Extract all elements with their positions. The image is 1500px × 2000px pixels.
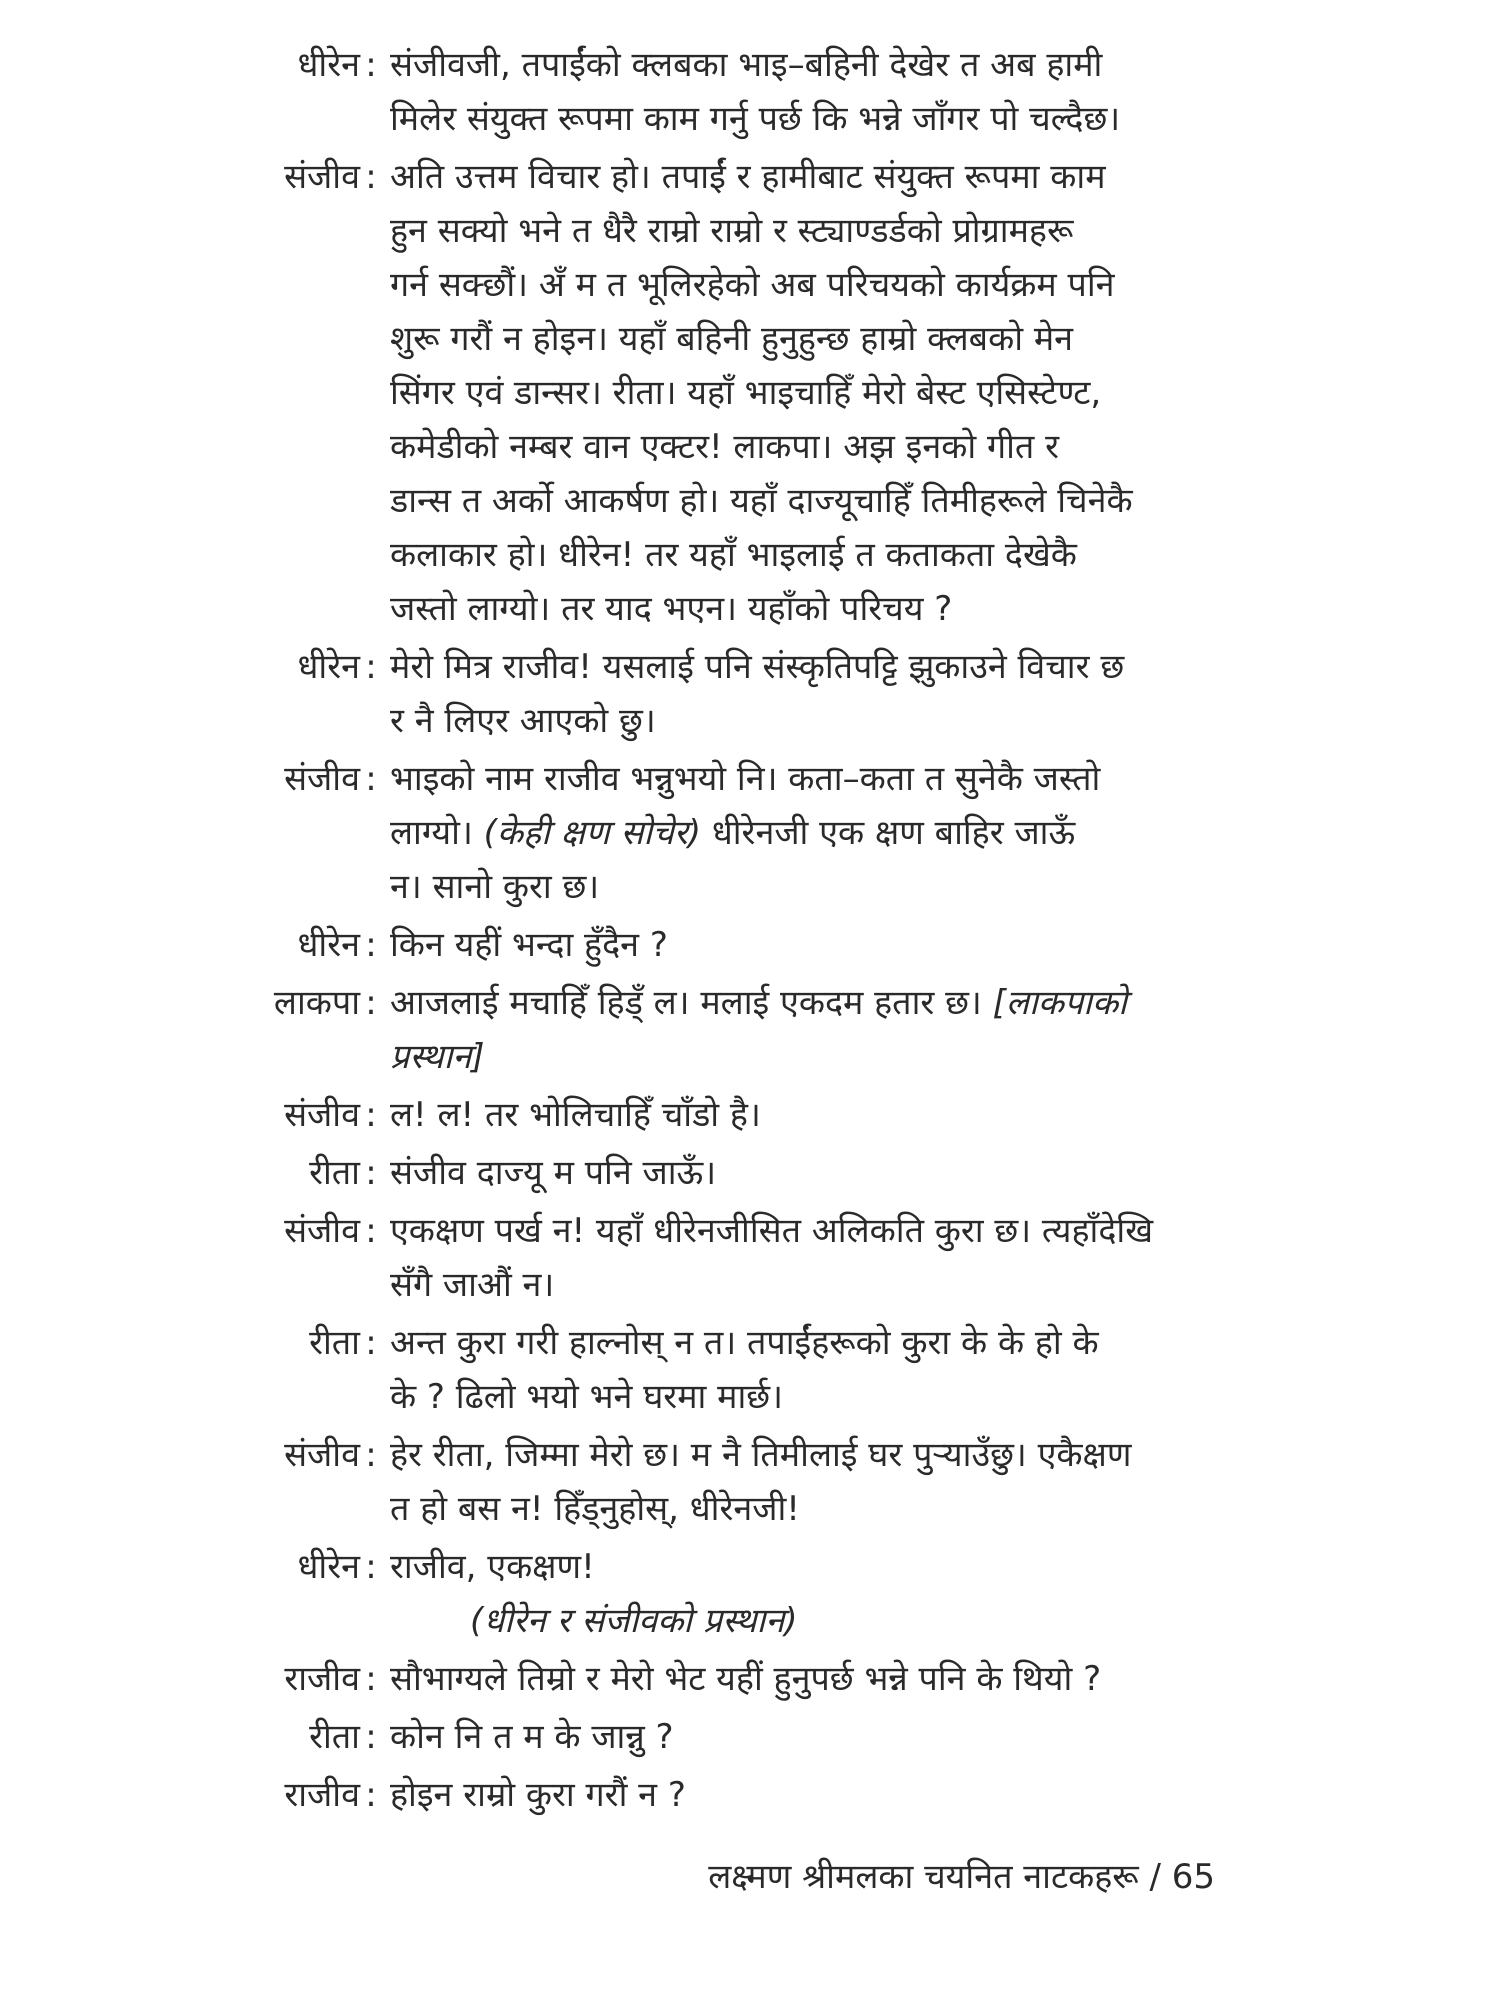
dialogue-text: अन्त कुरा गरी हाल्नोस् न त। तपाईंहरूको कुरा के के हो के (390, 1323, 1099, 1363)
dialogue-text: एकक्षण पर्ख न! यहाँ धीरेनजीसित अलिकति कुरा छ। त्यहाँदेखि (390, 1211, 1154, 1251)
dialogue-line (0, 1088, 1500, 1142)
speaker-name: लाकपा (273, 983, 360, 1023)
speaker-colon: : (365, 647, 377, 687)
dialogue-text: मिलेर संयुक्त रूपमा काम गर्नु पर्छ कि भन्ने जाँगर पो चल्दैछ। (390, 99, 1121, 139)
stage-direction: [लाकपाको (992, 983, 1127, 1023)
dialogue-text: संजीवजी, तपाईंको क्लबका भाइ–बहिनी देखेर त अब हामी (390, 45, 1103, 85)
speaker-colon: : (365, 1547, 377, 1587)
speaker-name: संजीव (284, 157, 360, 197)
speaker-colon: : (365, 45, 377, 85)
dialogue-line (0, 366, 1500, 420)
dialogue-line (0, 474, 1500, 528)
speaker-name: राजीव (284, 1659, 360, 1699)
dialogue-text: डान्स त अर्को आकर्षण हो। यहाँ दाज्यूचाहिँ तिमीहरूले चिनेकै (390, 481, 1133, 521)
dialogue-text: सौभाग्यले तिम्रो र मेरो भेट यहीं हुनुपर्छ भन्ने पनि के थियो ? (390, 1659, 1102, 1699)
dialogue-text: होइन राम्रो कुरा गरौं न ? (390, 1775, 686, 1815)
speaker-colon: : (365, 925, 377, 965)
dialogue-text: कमेडीको नम्बर वान एक्टर! लाकपा। अझ इनको गीत र (390, 427, 1060, 467)
speaker-name: रीता (309, 1323, 360, 1363)
dialogue-fragment: आजलाई मचाहिँ हिड्ँ ल। मलाई एकदम हतार छ। (390, 983, 982, 1023)
speaker-colon: : (365, 1659, 377, 1699)
dialogue-text: त हो बस न! हिँड्नुहोस्, धीरेनजी! (390, 1489, 800, 1529)
speaker-colon: : (365, 157, 377, 197)
dialogue-text: कलाकार हो। धीरेन! तर यहाँ भाइलाई त कताकता देखेकै (390, 535, 1077, 575)
dialogue-text: जस्तो लाग्यो। तर याद भएन। यहाँको परिचय ? (390, 589, 953, 629)
dialogue-line (0, 312, 1500, 366)
dialogue-line (0, 694, 1500, 748)
dialogue-line (0, 1540, 1500, 1594)
dialogue-text: राजीव, एकक्षण! (390, 1547, 595, 1587)
stage-direction: प्रस्थान] (390, 1037, 485, 1077)
speaker-name: संजीव (284, 1435, 360, 1475)
dialogue-line (0, 1030, 1500, 1084)
dialogue-line (0, 1258, 1500, 1312)
dialogue-text: र नै लिएर आएको छु। (390, 701, 656, 741)
speaker-colon: : (365, 1775, 377, 1815)
dialogue-text: न। सानो कुरा छ। (390, 867, 600, 907)
dialogue-line (0, 204, 1500, 258)
dialogue-line (0, 420, 1500, 474)
stage-direction: (केही क्षण सोचेर) (483, 813, 702, 853)
dialogue-text: हुन सक्यो भने त धैरै राम्रो राम्रो र स्ट्याण्डर्डको प्रोग्रामहरू (390, 211, 1074, 251)
speaker-name: राजीव (284, 1775, 360, 1815)
speaker-name: संजीव (284, 759, 360, 799)
dialogue-fragment: लाग्यो। (390, 813, 473, 853)
dialogue-text: मेरो मित्र राजीव! यसलाई पनि संस्कृतिपट्टि झुकाउने विचार छ (390, 647, 1125, 687)
speaker-colon: : (365, 1435, 377, 1475)
page-footer: लक्ष्मण श्रीमलका चयनित नाटकहरू / 65 (708, 1857, 1215, 1897)
dialogue-line (0, 640, 1500, 694)
speaker-name: धीरेन (297, 925, 360, 965)
dialogue-text: अति उत्तम विचार हो। तपाईं र हामीबाट संयुक्त रूपमा काम (390, 157, 1106, 197)
dialogue-text: भाइको नाम राजीव भन्नुभयो नि। कता–कता त सुनेकै जस्तो (390, 759, 1101, 799)
stage-direction-line (0, 1594, 1500, 1648)
speaker-name: रीता (309, 1717, 360, 1757)
dialogue-line (0, 1428, 1500, 1482)
dialogue-text (390, 976, 1212, 1030)
speaker-name: संजीव (284, 1211, 360, 1251)
dialogue-line (0, 1768, 1500, 1822)
dialogue-line (0, 976, 1500, 1030)
speaker-name: रीता (309, 1153, 360, 1193)
dialogue-text: गर्न सक्छौं। अँ म त भूलिरहेको अब परिचयको कार्यक्रम पनि (390, 265, 1115, 305)
speaker-colon: : (365, 1211, 377, 1251)
dialogue-line (0, 1482, 1500, 1536)
dialogue-line (0, 1146, 1500, 1200)
speaker-colon: : (365, 1153, 377, 1193)
dialogue-line (0, 150, 1500, 204)
dialogue-text (390, 806, 1212, 860)
speaker-colon: : (365, 1095, 377, 1135)
dialogue-text: सिंगर एवं डान्सर। रीता। यहाँ भाइचाहिँ मेरो बेस्ट एसिस्टेण्ट, (390, 373, 1102, 413)
dialogue-line (0, 806, 1500, 860)
dialogue-line (0, 860, 1500, 914)
speaker-colon: : (365, 759, 377, 799)
dialogue-text: संजीव दाज्यू म पनि जाऊँ। (390, 1153, 717, 1193)
dialogue-line (0, 1370, 1500, 1424)
dialogue-line (0, 1204, 1500, 1258)
dialogue-line (0, 38, 1500, 92)
speaker-colon: : (365, 1717, 377, 1757)
dialogue-line (0, 918, 1500, 972)
dialogue-line (0, 752, 1500, 806)
dialogue-line (0, 258, 1500, 312)
stage-direction: (धीरेन र संजीवको प्रस्थान) (470, 1601, 798, 1641)
dialogue-line (0, 1652, 1500, 1706)
dialogue-text: ल! ल! तर भोलिचाहिँ चाँडो है। (390, 1095, 761, 1135)
dialogue-text: सँगै जाऔं न। (390, 1265, 555, 1305)
dialogue-line (0, 92, 1500, 146)
dialogue-text: किन यहीं भन्दा हुँदैन ? (390, 925, 668, 965)
dialogue-line (0, 1316, 1500, 1370)
speaker-name: धीरेन (297, 647, 360, 687)
dialogue-line (0, 528, 1500, 582)
speaker-colon: : (365, 1323, 377, 1363)
speaker-name: धीरेन (297, 1547, 360, 1587)
dialogue-text: हेर रीता, जिम्मा मेरो छ। म नै तिमीलाई घर पुर्‍याउँछु। एकैक्षण (390, 1435, 1132, 1475)
dialogue-text: शुरू गरौं न होइन। यहाँ बहिनी हुनुहुन्छ हाम्रो क्लबको मेन (390, 319, 1074, 359)
speaker-name: धीरेन (297, 45, 360, 85)
dialogue-line (0, 582, 1500, 636)
dialogue-text: के ? ढिलो भयो भने घरमा मार्छ। (390, 1377, 784, 1417)
speaker-colon: : (365, 983, 377, 1023)
dialogue-fragment: धीरेनजी एक क्षण बाहिर जाऊँ (711, 813, 1076, 853)
speaker-name: संजीव (284, 1095, 360, 1135)
dialogue-text: कोन नि त म के जान्नु ? (390, 1717, 674, 1757)
dialogue-line (0, 1710, 1500, 1764)
